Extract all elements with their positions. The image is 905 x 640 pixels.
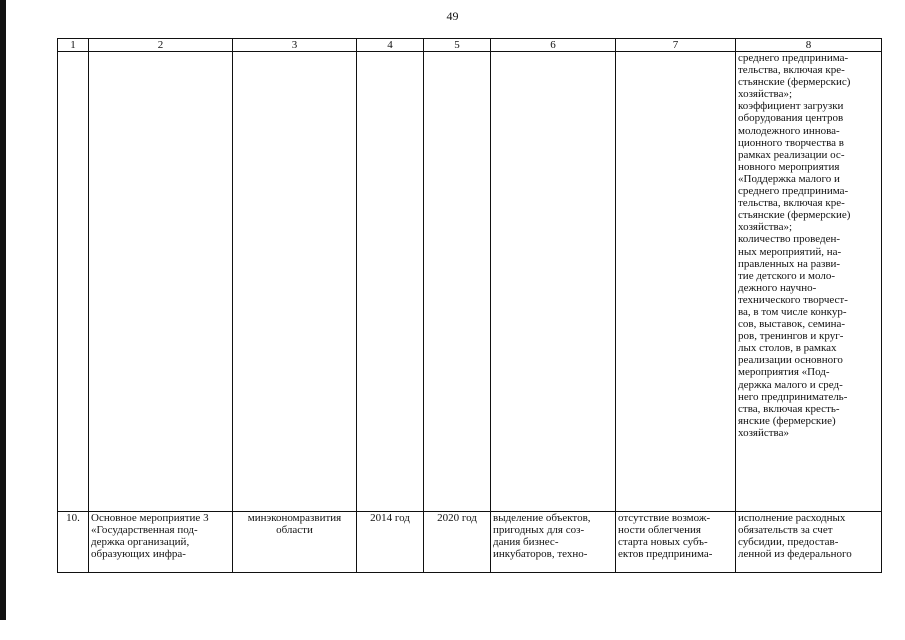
table-header-row: [58, 39, 882, 52]
cell-empty: [233, 52, 357, 512]
cell-activity-name: Основное мероприятие 3 «Государственная под- держка организаций, образующих инфра-: [89, 512, 233, 573]
header-col-5: 5: [424, 39, 491, 52]
header-col-3: 3: [233, 39, 357, 52]
program-table: [57, 38, 882, 573]
cell-empty: [491, 52, 616, 512]
cell-consequences: отсутствие возмож- ности облегчения старта новых субъ- ектов предпринима-: [616, 512, 736, 573]
header-col-6: 6: [491, 39, 616, 52]
header-col-1: 1: [58, 39, 89, 52]
cell-executor: минэкономразвития области: [233, 512, 357, 573]
header-col-2: 2: [89, 39, 233, 52]
cell-expected-result: выделение объектов, пригодных для соз- дания бизнес- инкубаторов, техно-: [491, 512, 616, 573]
cell-end-year: 2020 год: [424, 512, 491, 573]
table-row-10: [58, 512, 882, 573]
header-col-7: 7: [616, 39, 736, 52]
cell-indicators: исполнение расходных обязательств за счет субсидии, предостав- ленной из федерального: [736, 512, 882, 573]
table-row-continued: [58, 52, 882, 512]
cell-empty: [616, 52, 736, 512]
cell-empty: [357, 52, 424, 512]
cell-start-year: 2014 год: [357, 512, 424, 573]
cell-indicators-continued: среднего предпринима- тельства, включая кре- стьянские (фермерскис) хозяйства»; коэффициент загрузки оборудования центров молодежного иннова- ционного творчества в рамках реализации ос- новного мероприятия «Поддержка малого и среднего предпринима- тельства, включая кре- стьянские (фермерские) хозяйства»; количество проведен- ных мероприятий, на- правленных на разви- тие детского и моло- дежного научно- технического творчест- ва, в том числе конкур- сов, выставок, семина- ров, тренингов и круг- лых столов, в рамках реализации основного мероприятия «Под- держка малого и сред- него предприниматель- ства, включая кресть- янские (фермерские) хозяйства»: [736, 52, 882, 512]
cell-empty: [58, 52, 89, 512]
left-margin-bar: [0, 0, 6, 620]
header-col-8: 8: [736, 39, 882, 52]
cell-empty: [424, 52, 491, 512]
header-col-4: 4: [357, 39, 424, 52]
cell-row-number: 10.: [58, 512, 89, 573]
page-number: 49: [446, 9, 459, 23]
cell-empty: [89, 52, 233, 512]
